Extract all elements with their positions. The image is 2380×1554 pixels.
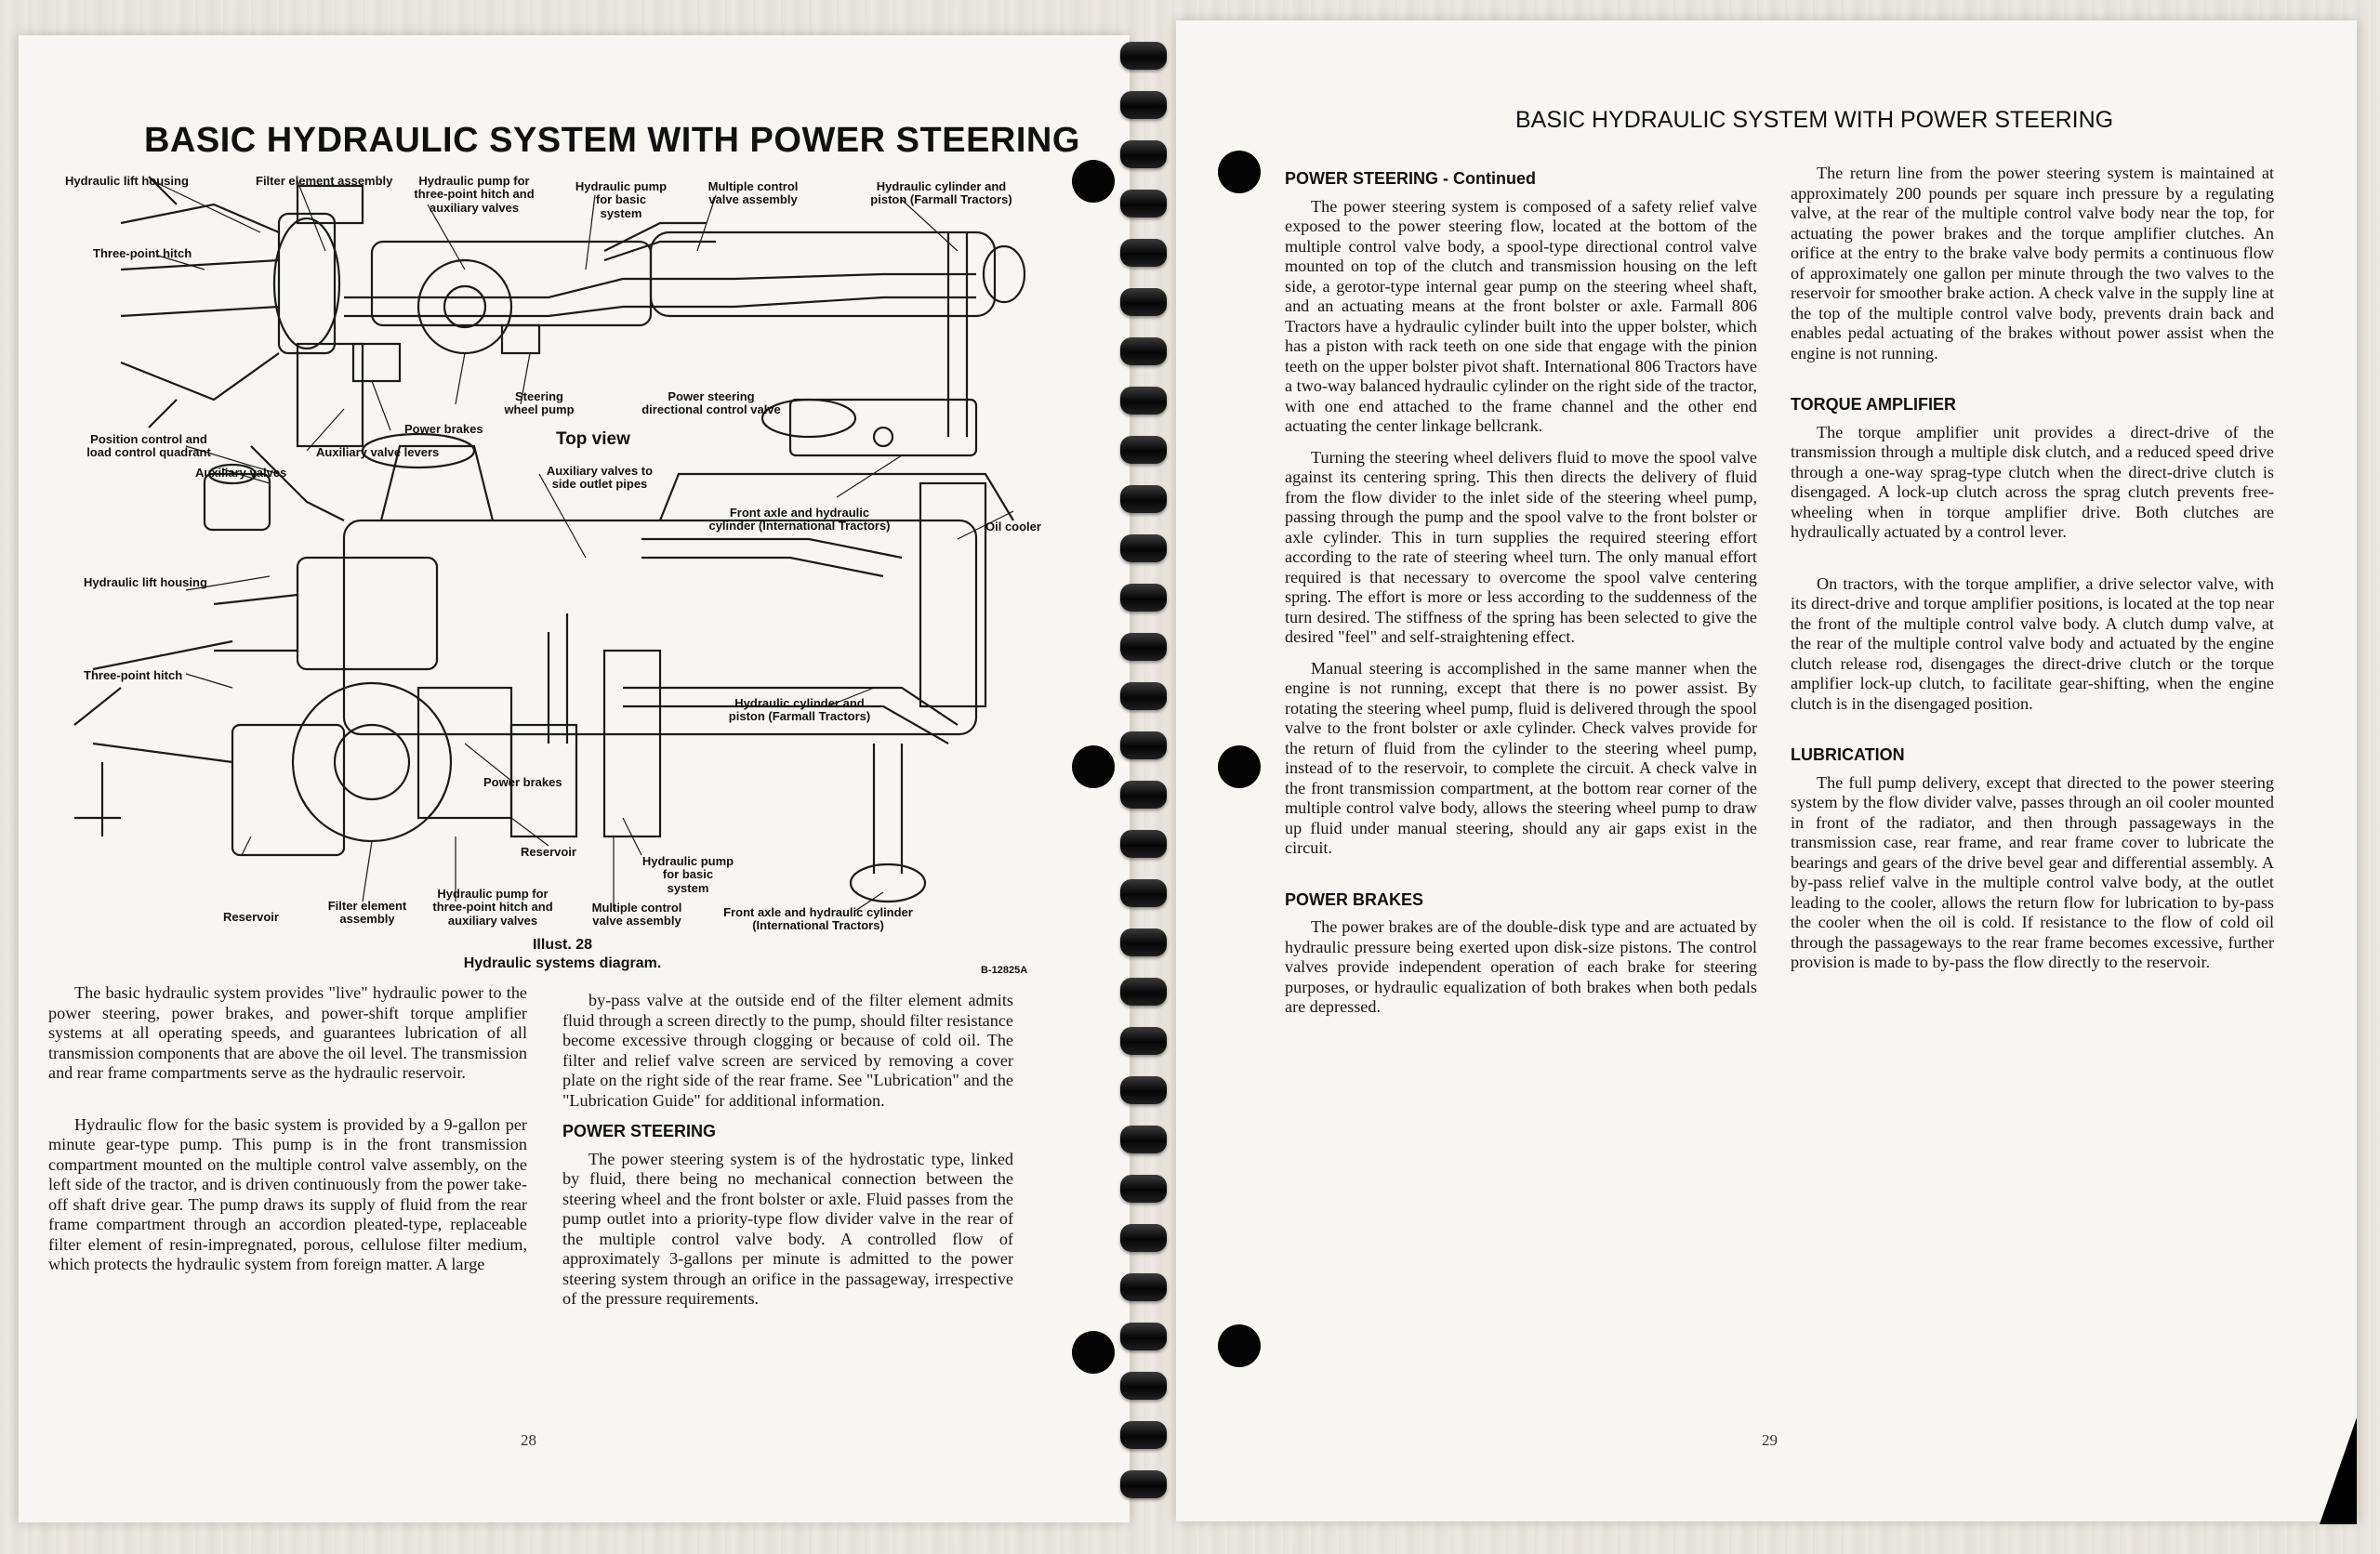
label-reservoir-middle: Reservoir — [521, 845, 576, 859]
label-hydraulic-cylinder-farmall-side: Hydraulic cylinder and piston (Farmall Tractors) — [728, 696, 871, 724]
section-heading-lubrication: LUBRICATION — [1791, 745, 1905, 764]
label-auxiliary-valves: Auxiliary valves — [195, 466, 287, 480]
section-heading-power-steering: POWER STEERING — [562, 1122, 717, 1140]
binding-coil — [1120, 1224, 1167, 1252]
binding-coil — [1120, 1175, 1167, 1203]
binding-coil — [1120, 978, 1167, 1006]
binding-coil — [1120, 1126, 1167, 1153]
paragraph: Manual steering is accomplished in the same manner when the engine is not running, except that there is no power assist. By rotating the steering wheel pump, fluid is delivered through the spool valve to the front bolster or axle cylinder. Check valves provide for the return of fluid from the cylinder to the steering wheel pump, instead of to the reservoir, to complete the circuit. A check valve in the front transmission compartment, at the bottom rear corner of the multiple control valve body, allows the steering wheel pump to draw up fluid under manual steering, should any air gaps exist in the circuit. — [1285, 658, 1757, 857]
label-steering-wheel-pump: Steering wheel pump — [504, 389, 575, 417]
binding-coil — [1120, 879, 1167, 907]
label-front-axle-intl-top: Front axle and hydraulic cylinder (International Tractors) — [708, 506, 891, 533]
label-hydraulic-lift-housing-top: Hydraulic lift housing — [65, 174, 189, 188]
label-position-control-quadrant: Position control and load control quadrant — [86, 432, 211, 460]
binding-coil — [1120, 1027, 1167, 1055]
paragraph: Hydraulic flow for the basic system is provided by a 9-gallon per minute gear-type pump. This pump is in the front transmission compartment mounted on the multiple control valve assembly, on the left side of the tractor, and is driven continuously from the power take-off shaft drive gear. The pump draws its supply of fluid from the rear frame compartment through an accordion pleated-type, replaceable filter element of resin-impregnated, porous, cellulose filter medium, which protects the hydraulic system from foreign matter. A large — [48, 1114, 527, 1273]
binding-coil — [1120, 485, 1167, 513]
paragraph: The return line from the power steering system is maintained at approximately 200 pounds per square inch pressure by a regulating valve, at the rear of the multiple control valve body near the top, for actuating the power brakes and the torque amplifier clutches. An orifice at the entry to the brake valve body permits a continuous flow of approximately one gallon per minute through the two valves to the reservoir for smoother brake action. A check valve in the supply line at the top of the multiple control valve body, prevents drain back and enables pedal actuating of the brakes without power assist when the engine is not running. — [1791, 164, 2274, 362]
label-filter-element-side: Filter element assembly — [327, 899, 407, 927]
binding-coil — [1120, 1076, 1167, 1104]
label-three-point-hitch-top: Three-point hitch — [93, 246, 192, 260]
diagram-part-number: B-12825A — [981, 965, 1028, 976]
caption-illustration-number: Illust. 28 — [532, 937, 593, 953]
paragraph: by-pass valve at the outside end of the filter element admits fluid through a screen directly to the pump, should filter resistance become excessive through clogging or because of cold oil. The filter and relief valve screen are serviced by removing a cover plate on the right side of the rear frame. See "Lubrication" and the "Lubrication Guide" for additional information. — [562, 991, 1013, 1110]
label-three-point-hitch-side: Three-point hitch — [84, 668, 183, 682]
binding-coil — [1120, 436, 1167, 464]
label-ps-directional-control-valve: Power steering directional control valve — [641, 389, 781, 417]
binding-coil — [1120, 1372, 1167, 1400]
binding-coil — [1120, 1470, 1167, 1498]
paragraph: The torque amplifier unit provides a direct-drive of the transmission through a multiple disk clutch, and a reduced speed drive through a one-way sprag-type clutch when the direct-drive clutch is disengaged. A lock-up clutch across the sprag clutch prevents free-wheeling when in torque amplifier drive. Both clutches are hydraulically actuated by a control lever. — [1791, 422, 2274, 541]
paragraph: The full pump delivery, except that directed to the power steering system by the flow divider valve, passes through an oil cooler mounted in front of the radiator, and then through passageways in the transmission case, rear frame, and rear frame cover to lubricate the bearings and gears of the drive bevel gear and differential assembly. A by-pass relief valve in the multiple control valve body, at the outlet leading to the cooler, allows the return flow for lubrication to by-pass the cooler when the oil is cold. If resistance to the flow of cold oil through the passageways to the rear frame becomes excessive, further provision is made to by-pass the flow directly to the reservoir. — [1791, 772, 2274, 971]
hydraulic-systems-diagram — [65, 167, 1051, 967]
label-top-view: Top view — [556, 429, 630, 449]
diagram-caption — [456, 936, 669, 973]
binding-hole — [1218, 1324, 1261, 1367]
label-hydraulic-lift-housing-side: Hydraulic lift housing — [84, 575, 207, 589]
right-page-column-2 — [1791, 164, 2274, 973]
binding-coil — [1120, 1421, 1167, 1449]
binding-hole — [1072, 160, 1115, 203]
page-number-right: 29 — [1762, 1431, 1778, 1449]
binding-coil — [1120, 42, 1167, 70]
label-reservoir-left: Reservoir — [223, 910, 279, 924]
label-auxiliary-valve-levers: Auxiliary valve levers — [316, 445, 440, 459]
left-page-column-1 — [48, 983, 527, 1275]
binding-hole — [1072, 745, 1115, 788]
binding-coil — [1120, 337, 1167, 365]
binding-coil — [1120, 387, 1167, 415]
binding-coil — [1120, 682, 1167, 710]
left-page-column-2 — [562, 991, 1013, 1310]
label-front-axle-intl-side: Front axle and hydraulic cylinder (International Tractors) — [723, 905, 913, 933]
label-filter-element-top: Filter element assembly — [256, 174, 393, 188]
binding-coil — [1120, 731, 1167, 759]
black-corner-mark — [2320, 1417, 2357, 1524]
binding-hole — [1218, 151, 1261, 193]
binding-coil — [1120, 633, 1167, 661]
label-auxiliary-valves-side-outlet: Auxiliary valves to side outlet pipes — [546, 464, 654, 492]
binding-coil — [1120, 239, 1167, 267]
binding-coil — [1120, 190, 1167, 217]
right-page-header: BASIC HYDRAULIC SYSTEM WITH POWER STEERING — [1515, 107, 2114, 133]
binding-coil — [1120, 1273, 1167, 1301]
binding-coil — [1120, 830, 1167, 858]
label-multiple-control-valve-side: Multiple control valve assembly — [591, 901, 682, 928]
paragraph: Turning the steering wheel delivers fluid to move the spool valve against its centering spring. This then directs the delivery of fluid from the flow divider to the inlet side of the steering wheel pump, passing through the pump and the spool valve to the front bolster or axle cylinder. This in turn supplies the required steering effort according to the rate of steering wheel turn. The only manual effort required is that necessary to overcome the spool valve centering spring. The effort is more or less according to the suddenness of the turn desired. The stiffness of the spring has been selected to give the desired "feel" and self-straightening effect. — [1285, 447, 1757, 646]
paragraph: The power brakes are of the double-disk type and are actuated by hydraulic pressure being exerted upon disk-size pistons. The control valves provide independent operation of each brake for steering purposes, or hydraulic equalization of both brakes when both pedals are depressed. — [1285, 917, 1757, 1016]
label-hydraulic-pump-three-point: Hydraulic pump for three-point hitch and auxiliary valves — [414, 174, 535, 215]
caption-title: Hydraulic systems diagram. — [463, 955, 662, 971]
paragraph: On tractors, with the torque amplifier, a drive selector valve, with its direct-drive and torque amplifier positions, is located at the top near the front of the multiple control valve body. A clutch dump valve, at the rear of the multiple control valve body and actuated by the engine clutch release rod, disengages the direct-drive clutch or the torque amplifier lock-up clutch, to facilitate gear-shifting, when the engine clutch is in the disengaged position. — [1791, 573, 2274, 713]
section-heading-torque-amplifier: TORQUE AMPLIFIER — [1791, 395, 1957, 414]
right-page-column-1 — [1285, 164, 1757, 1018]
label-oil-cooler: Oil cooler — [985, 520, 1041, 533]
paragraph: The basic hydraulic system provides "live" hydraulic power to the power steering, power brakes, and power-shift torque amplifier systems at all operating speeds, and guarantees lubrication of all transmission components that are above the oil level. The transmission and rear frame compartments serve as the hydraulic reservoir. — [48, 983, 527, 1082]
paragraph: The power steering system is of the hydrostatic type, linked by fluid, there being no mechanical connection between the steering wheel and the front bolster or axle. Fluid passes from the pump outlet into a priority-type flow divider valve in the rear of the multiple control valve body. A controlled flow of approximately 3-gallons per minute is admitted to the power steering system through an orifice in the passageway, irrespective of the pressure requirements. — [562, 1149, 1013, 1308]
section-heading-power-brakes: POWER BRAKES — [1285, 889, 1424, 909]
binding-coil — [1120, 781, 1167, 809]
label-power-brakes-side: Power brakes — [483, 775, 562, 789]
label-hydraulic-cylinder-farmall-top: Hydraulic cylinder and piston (Farmall Tractors) — [870, 179, 1012, 207]
binding-coil — [1120, 1323, 1167, 1350]
label-multiple-control-valve-top: Multiple control valve assembly — [707, 179, 799, 207]
paragraph: The power steering system is composed of a safety relief valve exposed to the power steering flow, located at the bottom of the multiple control valve body, a spool-type directional control valve mounted on top of the clutch and transmission housing on the left side, a gerotor-type internal gear pump on the steering wheel shaft, and an actuating means at the front bolster or axle. Farmall 806 Tractors have a hydraulic cylinder built into the upper bolster, which has a piston with rack teeth on one side that engage with the pinion teeth on the upper bolster pivot shaft. International 806 Tractors have a two-way balanced hydraulic cylinder on the right side of the tractor, with one end attached to the frame channel and the other end actuating the center linkage bellcrank. — [1285, 196, 1757, 435]
binding-hole — [1218, 745, 1261, 788]
binding-coil — [1120, 140, 1167, 168]
binding-coil — [1120, 534, 1167, 562]
label-power-brakes-top: Power brakes — [404, 422, 483, 436]
binding-hole — [1072, 1331, 1115, 1374]
label-hydraulic-pump-three-point-side: Hydraulic pump for three-point hitch and auxiliary valves — [432, 887, 553, 928]
binding-coil — [1120, 928, 1167, 956]
binding-coil — [1120, 288, 1167, 316]
page-number-left: 28 — [521, 1431, 536, 1449]
label-hydraulic-pump-basic-top: Hydraulic pump for basic system — [575, 179, 668, 220]
label-hydraulic-pump-basic-side: Hydraulic pump for basic system — [641, 854, 734, 895]
section-heading-power-steering-continued: POWER STEERING - Continued — [1285, 169, 1536, 188]
left-page-title: BASIC HYDRAULIC SYSTEM WITH POWER STEERING — [144, 121, 1080, 160]
binding-coil — [1120, 584, 1167, 612]
binding-coil — [1120, 91, 1167, 119]
